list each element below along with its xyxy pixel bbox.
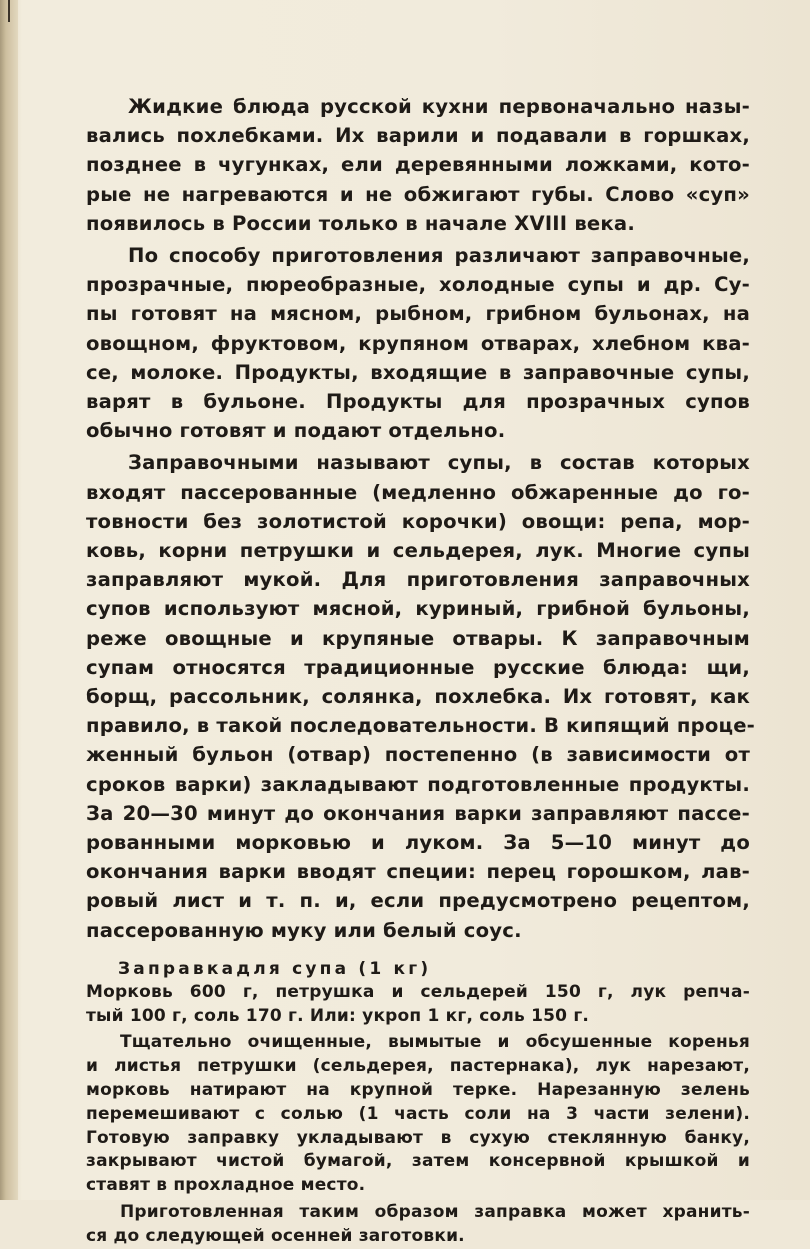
text-line: закрывают чистой бумагой, затем консервной крышкой и	[86, 1151, 750, 1172]
text-line: Приготовленная таким образом заправка может хранить-	[120, 1202, 750, 1223]
text-line: Готовую заправку укладывают в сухую стеклянную банку,	[86, 1127, 750, 1148]
page-spine	[0, 0, 18, 1200]
paragraph-1	[86, 92, 750, 238]
text-line: За 20—30 минут до окончания варки заправляют пассе-	[86, 801, 750, 825]
recipe-title: Заправкадля супа (1 кг)	[118, 958, 432, 979]
text-line: прозрачные, пюреобразные, холодные супы и др. Су-	[86, 273, 750, 297]
text-line: ставят в прохладное место.	[86, 1175, 366, 1196]
recipe-method-2	[86, 1201, 750, 1249]
text-line: заправляют мукой. Для приготовления заправочных	[86, 568, 750, 592]
recipe-method-1	[86, 1031, 750, 1198]
text-line: ся до следующей осенней заготовки.	[86, 1225, 465, 1246]
text-line: товности без золотистой корочки) овощи: репа, мор-	[86, 509, 750, 533]
text-line: рованными морковью и луком. За 5—10 минут до	[86, 831, 750, 855]
text-line: ковь, корни петрушки и сельдерея, лук. Многие супы	[86, 539, 750, 563]
spine-mark	[8, 0, 10, 22]
text-line: тый 100 г, соль 170 г. Или: укроп 1 кг, соль 150 г.	[86, 1005, 590, 1026]
text-line: овощном, фруктовом, крупяном отварах, хлебном ква-	[86, 331, 750, 355]
text-line: По способу приготовления различают заправочные,	[128, 244, 750, 268]
text-line: сроков варки) закладывают подготовленные продукты.	[86, 772, 750, 796]
text-line: появилось в России только в начале XVIII века.	[86, 211, 635, 235]
text-line: женный бульон (отвар) постепенно (в зависимости от	[86, 743, 750, 767]
text-line: варят в бульоне. Продукты для прозрачных супов	[86, 390, 750, 414]
text-line: обычно готовят и подают отдельно.	[86, 419, 506, 443]
text-line: перемешивают с солью (1 часть соли на 3 части зелени).	[86, 1103, 750, 1124]
paragraph-3	[86, 448, 756, 944]
text-line: супам относятся традиционные русские блюда: щи,	[86, 655, 750, 679]
text-line: Заправочными называют супы, в состав которых	[128, 451, 750, 475]
text-line: реже овощные и крупяные отвары. К заправочным	[86, 626, 750, 650]
text-line: пы готовят на мясном, рыбном, грибном бульонах, на	[86, 302, 750, 326]
text-line: правило, в такой последовательности. В кипящий проце-	[86, 714, 756, 738]
text-line: рые не нагреваются и не обжигают губы. Слово «суп»	[86, 182, 750, 206]
text-line: Тщательно очищенные, вымытые и обсушенные коренья	[120, 1032, 750, 1053]
text-line: борщ, рассольник, солянка, похлебка. Их готовят, как	[86, 685, 750, 709]
main-text	[86, 92, 756, 1249]
recipe-ingredients	[86, 981, 750, 1029]
text-line: пассерованную муку или белый соус.	[86, 918, 522, 942]
text-line: окончания варки вводят специи: перец горошком, лав-	[86, 860, 750, 884]
text-line: супов используют мясной, куриный, грибной бульоны,	[86, 597, 750, 621]
text-line: ровый лист и т. п. и, если предусмотрено рецептом,	[86, 889, 750, 913]
text-line: се, молоке. Продукты, входящие в заправочные супы,	[86, 360, 750, 384]
text-line: Морковь 600 г, петрушка и сельдерей 150 г, лук репча-	[86, 981, 750, 1002]
text-line: Жидкие блюда русской кухни первоначально назы-	[128, 95, 750, 118]
text-line: и листья петрушки (сельдерея, пастернака), лук нарезают,	[86, 1056, 750, 1077]
text-line: вались похлебками. Их варили и подавали в горшках,	[86, 124, 750, 148]
text-line: входят пассерованные (медленно обжаренные до го-	[86, 480, 750, 504]
paragraph-2	[86, 241, 750, 445]
text-line: морковь натирают на крупной терке. Нарезанную зелень	[86, 1080, 750, 1101]
text-line: позднее в чугунках, ели деревянными ложками, кото-	[86, 153, 750, 177]
